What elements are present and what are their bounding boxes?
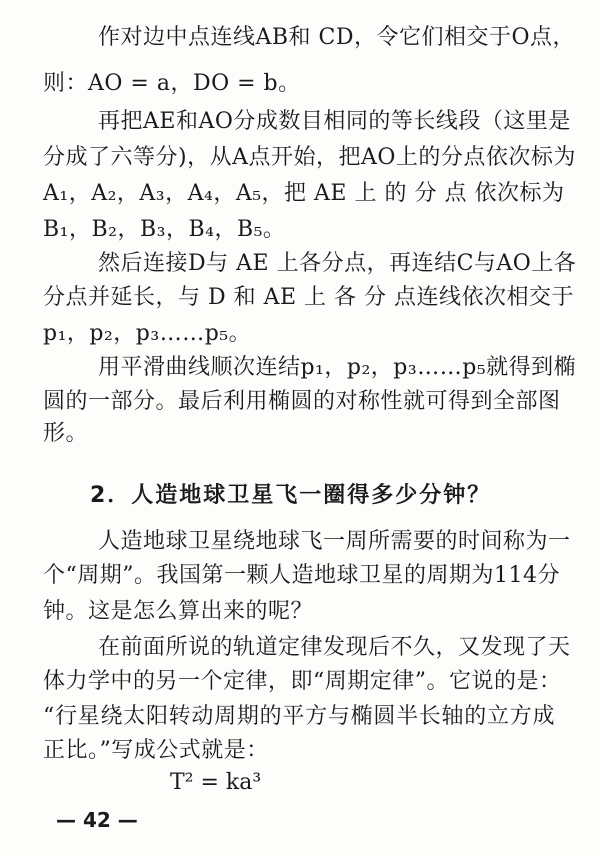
text-line: 人造地球卫星绕地球飞一周所需要的时间称为一 (98, 529, 571, 554)
text-line: 钟。这是怎么算出来的呢？ (43, 599, 314, 624)
text-line: 作对边中点连线AB和 CD，令它们相交于O点， (98, 25, 576, 50)
text-line: 分成了六等分)，从A点开始，把AO上的分点依次标为 (43, 145, 576, 170)
text-line: B₁，B₂，B₃，B₄，B₅。 (43, 217, 286, 242)
formula: T² = ka³ (170, 770, 262, 795)
text-line: p₁，p₂，p₃……p₅。 (43, 321, 252, 346)
text-line: A₁，A₂，A₃，A₄，A₅，把 AE 上 的 分 点 依次标为 (43, 181, 565, 206)
text-line: 个“周期”。我国第一颗人造地球卫星的周期为114分 (43, 563, 560, 588)
text-line: 用平滑曲线顺次连结p₁，p₂，p₃……p₅就得到椭 (98, 355, 577, 380)
text-line: 则：AO = a，DO = b。 (43, 71, 301, 96)
text-line: 分点并延长，与 D 和 AE 上 各 分 点连线依次相交于 (43, 285, 575, 310)
section-heading: 2．人造地球卫星飞一圈得多少分钟？ (90, 483, 492, 508)
text-line: 在前面所说的轨道定律发现后不久，又发现了天 (98, 635, 571, 660)
text-line: 再把AE和AO分成数目相同的等长线段（这里是 (98, 109, 571, 134)
page-number: — 42 — (56, 808, 138, 832)
text-line: “行星绕太阳转动周期的平方与椭圆半长轴的立方成 (43, 704, 555, 729)
text-line: 形。 (43, 421, 89, 446)
text-line: 然后连接D与 AE 上各分点，再连结C与AO上各 (98, 251, 577, 276)
text-line: 圆的一部分。最后利用椭圆的对称性就可得到全部图 (43, 389, 561, 414)
text-line: 正比。”写成公式就是： (43, 738, 269, 763)
text-line: 体力学中的另一个定律，即“周期定律”。它说的是： (43, 669, 562, 694)
